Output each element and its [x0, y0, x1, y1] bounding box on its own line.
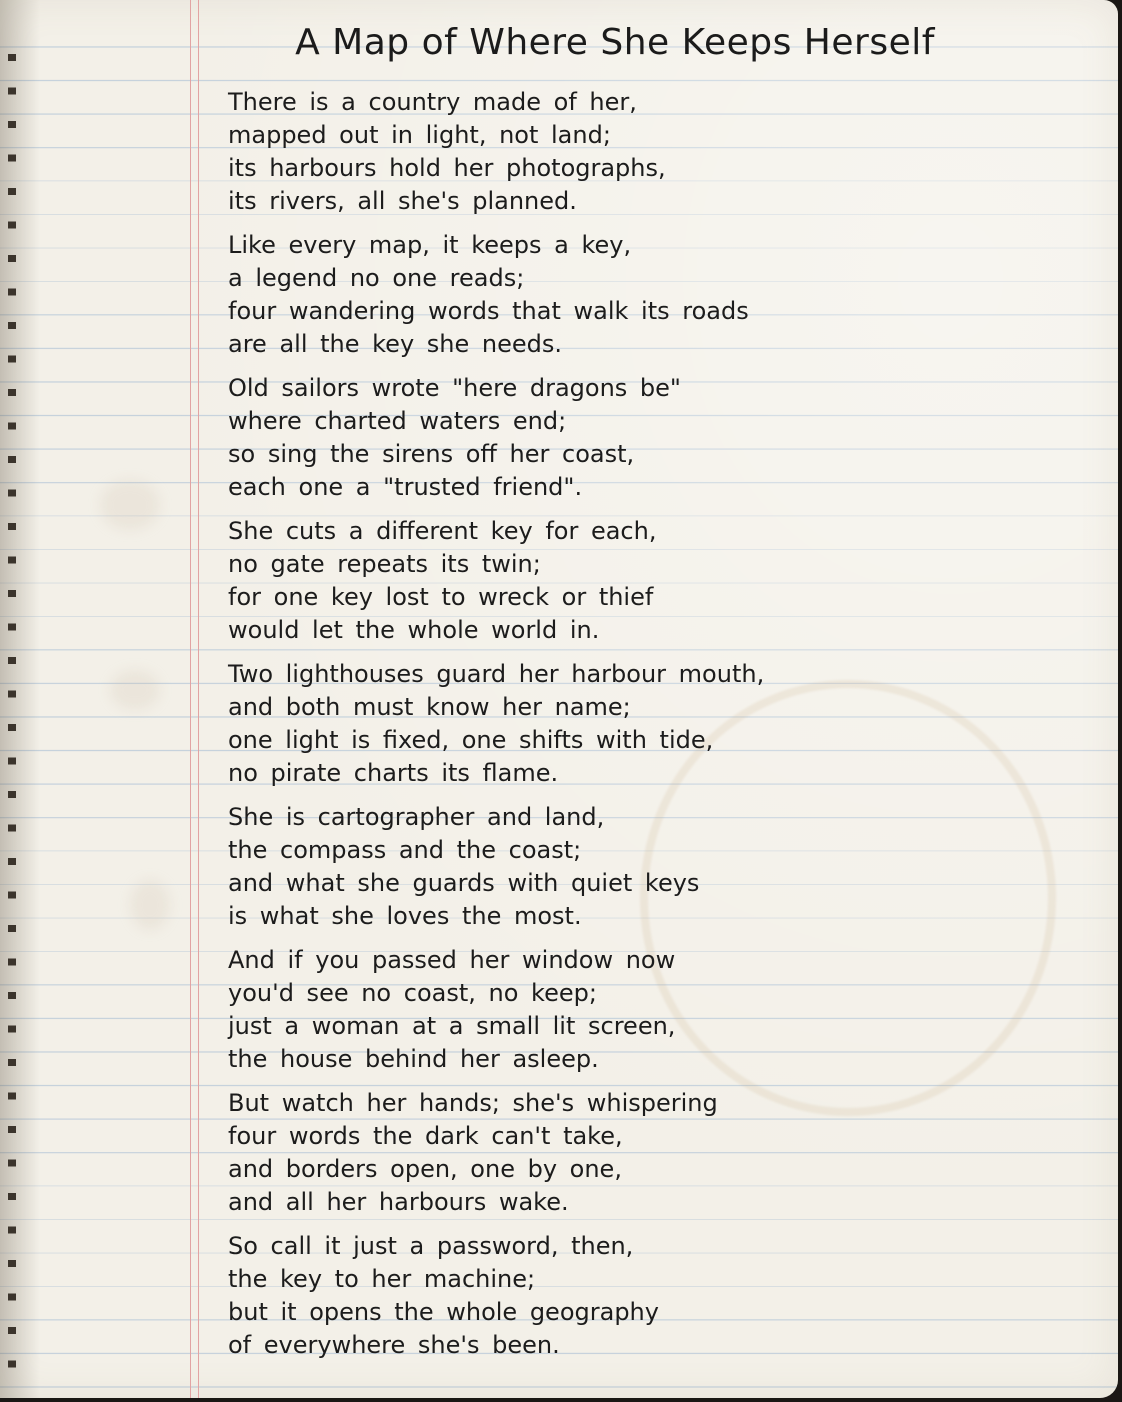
poem-line: for one key lost to wreck or thief [228, 583, 654, 611]
poem-line: each one a "trusted friend". [228, 473, 583, 501]
poem-line: would let the whole world in. [228, 616, 600, 644]
poem-line: Old sailors wrote "here dragons be" [228, 374, 681, 402]
margin-line [190, 0, 191, 1398]
poem-line: mapped out in light, not land; [228, 121, 611, 149]
poem-line: four words the dark can't take, [228, 1122, 623, 1150]
poem-line: is what she loves the most. [228, 902, 582, 930]
margin-line [198, 0, 199, 1398]
stanza [228, 944, 1088, 1076]
poem-line: She is cartographer and land, [228, 803, 605, 831]
poem-line: but it opens the whole geography [228, 1298, 659, 1326]
paper-stain [130, 880, 170, 930]
poem-line: one light is fixed, one shifts with tide, [228, 726, 714, 754]
poem-title: A Map of Where She Keeps Herself [295, 22, 935, 63]
poem-line: a legend no one reads; [228, 264, 525, 292]
poem-line: you'd see no coast, no keep; [228, 979, 597, 1007]
poem-line: the house behind her asleep. [228, 1045, 599, 1073]
stanza [228, 1087, 1088, 1219]
poem-line: no gate repeats its twin; [228, 550, 541, 578]
poem-line: are all the key she needs. [228, 330, 562, 358]
poem-line: where charted waters end; [228, 407, 567, 435]
poem-line: She cuts a different key for each, [228, 517, 657, 545]
poem-line: just a woman at a small lit screen, [228, 1012, 676, 1040]
paper-stain [100, 480, 160, 530]
poem-line: its harbours hold her photographs, [228, 154, 666, 182]
stanza [228, 86, 1088, 218]
stanza [228, 658, 1088, 790]
poem-line: and both must know her name; [228, 693, 631, 721]
poem-line: so sing the sirens off her coast, [228, 440, 635, 468]
poem-body [228, 86, 1088, 1373]
stanza [228, 801, 1088, 933]
poem-line: But watch her hands; she's whispering [228, 1089, 718, 1117]
stanza [228, 372, 1088, 504]
poem-line: the key to her machine; [228, 1265, 536, 1293]
poem-line: no pirate charts its flame. [228, 759, 559, 787]
poem-line: of everywhere she's been. [228, 1331, 560, 1359]
poem-line: and borders open, one by one, [228, 1155, 622, 1183]
stanza [228, 1230, 1088, 1362]
poem-line: and what she guards with quiet keys [228, 869, 700, 897]
stanza [228, 515, 1088, 647]
poem-line: So call it just a password, then, [228, 1232, 634, 1260]
poem-line: four wandering words that walk its roads [228, 297, 749, 325]
binding-holes [8, 40, 28, 1380]
poem-line: And if you passed her window now [228, 946, 676, 974]
poem-line: There is a country made of her, [228, 88, 637, 116]
poem-line: Like every map, it keeps a key, [228, 231, 632, 259]
poem-line: and all her harbours wake. [228, 1188, 569, 1216]
poem-line: its rivers, all she's planned. [228, 187, 577, 215]
stanza [228, 229, 1088, 361]
paper-stain [110, 670, 160, 710]
poem-line: the compass and the coast; [228, 836, 582, 864]
poem-line: Two lighthouses guard her harbour mouth, [228, 660, 765, 688]
